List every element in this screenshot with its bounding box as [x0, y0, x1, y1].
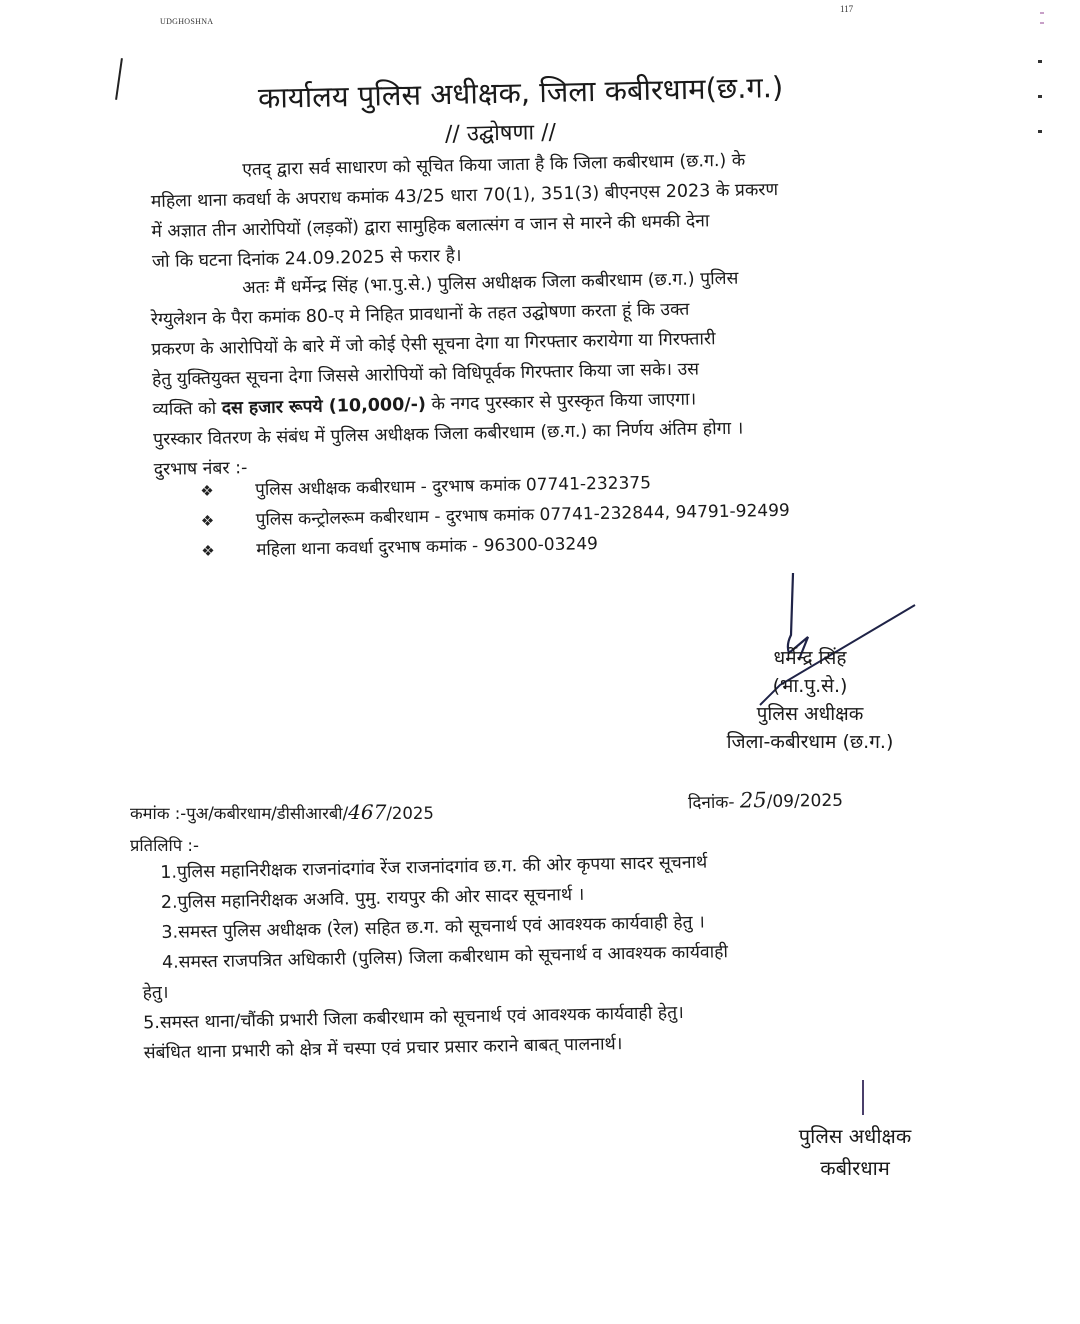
text-line: पुरस्कार वितरण के संबंध में पुलिस अधीक्षक जिला कबीरधाम (छ.ग.) का निर्णय अंतिम होगा ।	[152, 418, 744, 450]
text-line: जो कि घटना दिनांक 24.09.2025 से फरार है।	[151, 246, 462, 272]
date-handwritten-day: 25	[739, 787, 767, 813]
document-tag: UDGHOSHNA	[160, 17, 214, 26]
text-line: रेग्युलेशन के पैरा कमांक 80-ए मे निहित प्रावधानों के तहत उद्घोषणा करता हूं कि उक्त	[150, 299, 690, 330]
reference-handwritten-number: 467	[348, 800, 387, 824]
text-line: प्रकरण के आरोपियों के बारे में जो कोई ऐसी सूचना देगा या गिरफ्तार करायेगा या गिरफ्तारी	[151, 329, 716, 360]
paragraph-notice	[150, 145, 780, 277]
contact-list	[200, 468, 791, 568]
paragraph-reward	[150, 264, 744, 485]
signatory-designation: पुलिस अधीक्षक	[756, 703, 864, 725]
reference-year: /2025	[386, 804, 434, 823]
page-number: 117	[840, 4, 854, 14]
diamond-bullet-icon: ❖	[200, 511, 215, 530]
pen-mark	[115, 58, 123, 100]
final-designation: पुलिस अधीक्षक	[798, 1124, 912, 1148]
phone-heading: दुरभाष नंबर :-	[153, 458, 248, 480]
signatory-district: जिला-कबीरधाम (छ.ग.)	[726, 731, 894, 753]
pen-mark	[862, 1080, 864, 1115]
reference-prefix: कमांक :-पुअ/कबीरधाम/डीसीआरबी/	[130, 804, 349, 823]
copy-to-label: प्रतिलिपि :-	[130, 836, 199, 855]
copy-to-item: 1.पुलिस महानिरीक्षक राजनांदगांव रेंज राजनांदगांव छ.ग. की ओर कृपया सादर सूचनार्थ	[160, 852, 708, 883]
copy-to-item: 2.पुलिस महानिरीक्षक अअवि. पुमु. रायपुर की ओर सादर सूचनार्थ ।	[160, 884, 585, 913]
scan-edge-mark	[1038, 60, 1042, 63]
contact-text: महिला थाना कवर्धा दुरभाष कमांक - 96300-03249	[256, 534, 599, 561]
signatory-block	[690, 644, 930, 756]
diamond-bullet-icon: ❖	[201, 541, 215, 560]
scan-edge-mark	[1040, 12, 1044, 24]
proclamation-heading: // उद्घोषणा //	[444, 120, 557, 147]
reward-amount: दस हजार रूपये (10,000/-)	[221, 394, 427, 419]
contact-text: पुलिस अधीक्षक कबीरधाम - दुरभाष कमांक 07741-232375	[255, 473, 652, 501]
diamond-bullet-icon: ❖	[200, 481, 214, 500]
text-fragment: व्यक्ति को	[152, 398, 217, 420]
copy-to-item: 3.समस्त पुलिस अधीक्षक (रेल) सहित छ.ग. को सूचनार्थ एवं आवश्यक कार्यवाही हेतु ।	[161, 912, 705, 943]
scan-edge-mark	[1038, 95, 1042, 98]
text-line: एतद् द्वारा सर्व साधारण को सूचित किया जाता है कि जिला कबीरधाम (छ.ग.) के	[242, 150, 746, 181]
scan-edge-mark	[1038, 130, 1042, 133]
copy-to-item: हेतु।	[142, 982, 169, 1004]
text-line: में अज्ञात तीन आरोपियों (लड़कों) द्वारा सामुहिक बलात्संग व जान से मारने की धमकी देना	[151, 211, 710, 242]
signatory-service: (भा.पु.से.)	[772, 675, 848, 697]
text-fragment: के नगद पुरस्कार से पुरस्कृत किया जाएगा।	[431, 389, 697, 415]
signatory-name: धर्मेन्द्र सिंह	[773, 647, 847, 669]
date-label: दिनांक-	[687, 792, 735, 814]
copy-to-list	[142, 847, 730, 1068]
reference-number	[130, 800, 434, 824]
copy-to-item: संबंधित थाना प्रभारी को क्षेत्र में चस्पा एवं प्रचार प्रसार कराने बाबत् पालनार्थ।	[143, 1034, 623, 1064]
contact-text: पुलिस कन्ट्रोलरूम कबीरधाम - दुरभाष कमांक 07741-232844, 94791-92499	[255, 500, 790, 531]
office-title: कार्यालय पुलिस अधीक्षक, जिला कबीरधाम(छ.ग.)	[257, 70, 784, 115]
final-district: कबीरधाम	[820, 1156, 890, 1180]
issue-date	[688, 787, 843, 814]
text-line: अतः मैं धर्मेन्द्र सिंह (भा.पु.से.) पुलिस अधीक्षक जिला कबीरधाम (छ.ग.) पुलिस	[242, 268, 739, 299]
copy-to-item: 4.समस्त राजपत्रित अधिकारी (पुलिस) जिला कबीरधाम को सूचनार्थ व आवश्यक कार्यवाही	[161, 942, 729, 973]
date-rest: /09/2025	[766, 790, 844, 812]
final-signatory	[770, 1120, 940, 1184]
text-line: महिला थाना कवर्धा के अपराध कमांक 43/25 धारा 70(1), 351(3) बीएनएस 2023 के प्रकरण	[150, 179, 779, 212]
text-line: हेतु युक्तियुक्त सूचना देगा जिससे आरोपियों को विधिपूर्वक गिरफ्तार किया जा सके। उस	[151, 359, 700, 390]
copy-to-item: 5.समस्त थाना/चौंकी प्रभारी जिला कबीरधाम को सूचनार्थ एवं आवश्यक कार्यवाही हेतु।	[142, 1002, 684, 1034]
